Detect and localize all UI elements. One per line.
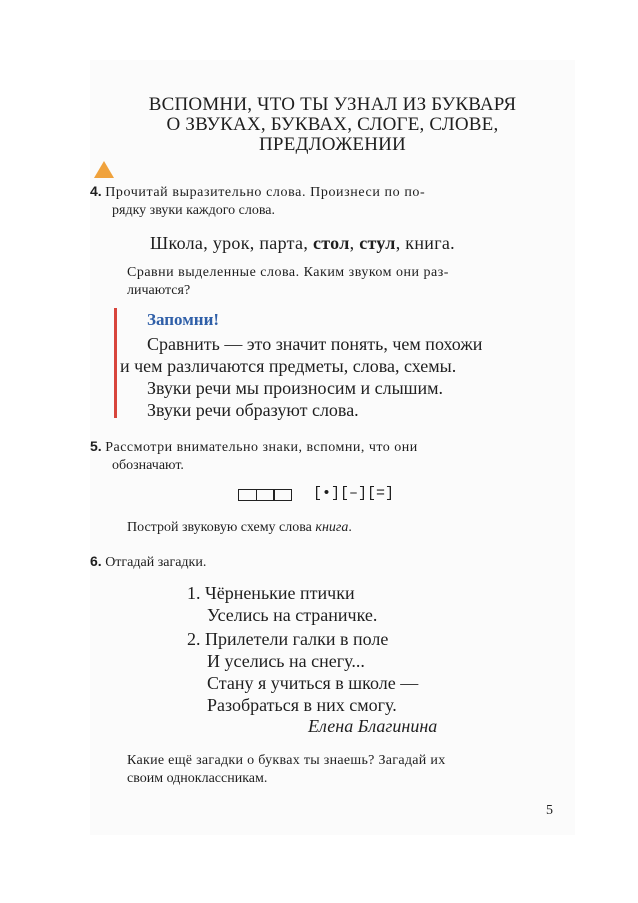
task-6-question: Какие ещё загадки о буквах ты знаешь? Загадай их своим одноклассникам.	[127, 753, 446, 786]
sound-symbols: [•][–][=]	[313, 485, 395, 502]
warning-triangle-icon	[94, 161, 114, 178]
page-number: 5	[546, 803, 553, 818]
remember-text: Сравнить — это значит понять, чем похожи и чем различаются предметы, слова, схемы. Звуки речи мы произносим и слышим. Звуки речи образуют слова.	[120, 334, 483, 420]
remember-title: Запомни!	[147, 310, 220, 329]
word-list: Школа, урок, парта, стол, стул, книга.	[150, 233, 455, 253]
page-title: ВСПОМНИ, ЧТО ТЫ УЗНАЛ ИЗ БУКВАРЯ О ЗВУКАХ, БУКВАХ, СЛОГЕ, СЛОВЕ, ПРЕДЛОЖЕНИИ	[148, 94, 517, 155]
task-6: 6. Отгадай загадки.	[90, 553, 207, 570]
task-5: 5. Рассмотри внимательно знаки, вспомни, что они обозначают.	[90, 438, 418, 473]
task-4: 4. Прочитай выразительно слова. Произнеси по по- рядку звуки каждого слова.	[90, 183, 426, 218]
riddle-2: 2. Прилетели галки в поле И уселись на снегу... Стану я учиться в школе — Разобраться в них смогу.	[187, 629, 419, 715]
task-4-question: Сравни выделенные слова. Каким звуком они раз- личаются?	[127, 265, 449, 298]
task-number: 6.	[90, 553, 102, 569]
syllable-boxes-icon	[238, 486, 292, 504]
riddle-author: Елена Благинина	[308, 716, 438, 736]
textbook-page	[90, 60, 575, 835]
riddle-1: 1. Чёрненькие птички Уселись на страничке.	[187, 583, 378, 625]
task-number: 4.	[90, 183, 102, 199]
task-5-instruction: Построй звуковую схему слова книга.	[127, 520, 352, 535]
task-number: 5.	[90, 438, 102, 454]
remember-bar	[114, 308, 117, 418]
